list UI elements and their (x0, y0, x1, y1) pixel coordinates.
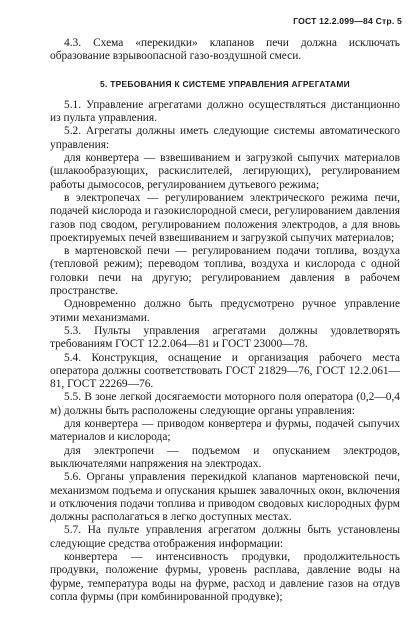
paragraph-electric-furnace-control: в электропечах — регулированием электрического режима печи, подачей кислорода и газокислородной смеси, регулированием давления газов под сводом, регулированием положения электродов, а для вновь проектируемых печей взвешиванием и загрузкой сыпучих материалов; (50, 191, 400, 244)
paragraph-electric-furnace-controls: для электропечи — подъемом и опусканием электродов, выключателями напряжения на электродах. (50, 444, 400, 470)
paragraph-converter-controls: для конвертера — приводом конвертера и фурмы, подачей сыпучих материалов и кислорода; (50, 418, 400, 444)
paragraph-converter-control: для конвертера — взвешиванием и загрузкой сыпучих материалов (шлакообразующих, раскислителей, легирующих), регулированием работы дымососов, регулированием дутьевого режима; (50, 152, 400, 191)
paragraph-5-3: 5.3. Пульты управления агрегатами должны удовлетворять требованиям ГОСТ 12.2.064—81 и ГОСТ 23000—78. (50, 324, 400, 351)
paragraph-5-7: 5.7. На пульте управления агрегатом должны быть установлены следующие средства отображения информации: (50, 524, 400, 550)
paragraph-open-hearth-control: в мартеновской печи — регулированием подачи топлива, воздуха (тепловой режим); переводом топлива, воздуха и кислорода с одной головки печи на другую; регулированием давления в рабочем пространстве. (50, 245, 400, 298)
paragraph-5-5: 5.5. В зоне легкой досягаемости моторного поля оператора (0,2—0,4 м) должны быть расположены следующие органы управления: (50, 391, 400, 417)
paragraph-manual-control: Одновременно должно быть предусмотрено ручное управление этими механизмами. (50, 298, 400, 324)
document-body (50, 37, 400, 604)
paragraph-5-4: 5.4. Конструкция, оснащение и организация рабочего места оператора должны соответствовать ГОСТ 21829—76, ГОСТ 12.2.061—81, ГОСТ 22269—76. (50, 351, 400, 391)
section-title: 5. ТРЕБОВАНИЯ К СИСТЕМЕ УПРАВЛЕНИЯ АГРЕГАТАМИ (100, 78, 350, 89)
page-header: ГОСТ 12.2.099—84 Стр. 5 (293, 16, 402, 26)
paragraph-5-2: 5.2. Агрегаты должны иметь следующие системы автоматического управления: (50, 125, 400, 151)
paragraph-5-1: 5.1. Управление агрегатами должно осуществляться дистанционно из пульта управления. (50, 98, 400, 125)
paragraph-4-3: 4.3. Схема «перекидки» клапанов печи должна исключать образование взрывоопасной газо-воздушной смеси. (50, 37, 400, 63)
paragraph-5-6: 5.6. Органы управления перекидкой клапанов мартеновской печи, механизмом подъема и опускания крышек завалочных окон, включения и отключения подачи топлива и приводом сводовых кислородных фурм должны располагаться в легко доступных местах. (50, 471, 400, 524)
paragraph-converter-indicators: конвертера — интенсивность продувки, продолжительность продувки, положение фурмы, уровень расплава, давление воды на фурме, температура воды на фурме, расход и давление газов на отдув сопла фурмы (при комбинированной продувке); (50, 550, 400, 603)
